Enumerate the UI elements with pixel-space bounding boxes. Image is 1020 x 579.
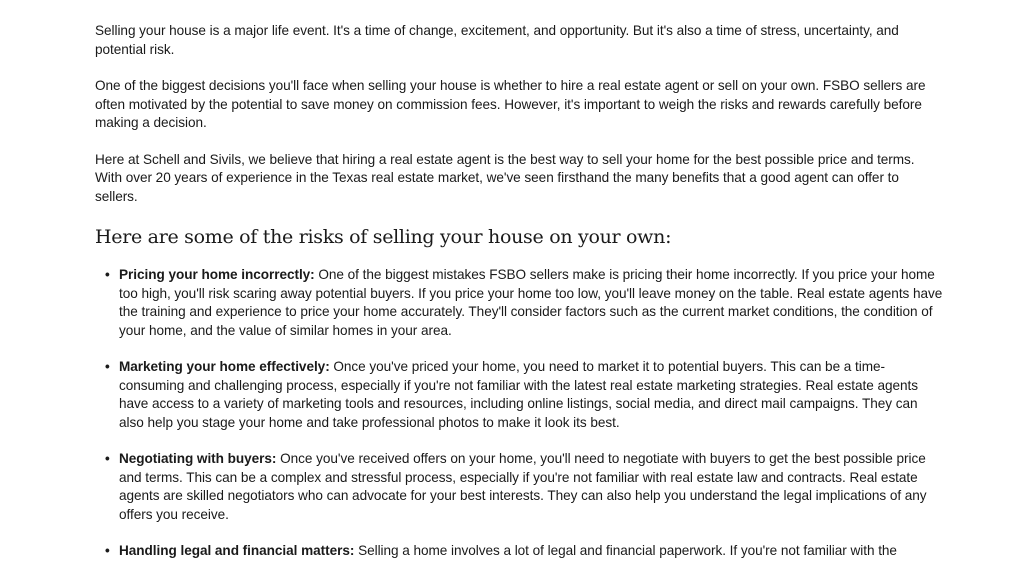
bullet-icon: • — [105, 359, 110, 374]
bullet-icon: • — [105, 543, 110, 558]
risk-title: Pricing your home incorrectly: — [119, 267, 315, 282]
company-paragraph: Here at Schell and Sivils, we believe that hiring a real estate agent is the best way to sell your home for the best possible price and terms. With over 20 years of experience in the Texas real estate market, we've seen firsthand the many benefits that a good agent can offer to sellers. — [95, 151, 915, 204]
risk-text: Selling a home involves a lot of legal and financial paperwork. If you're not familiar with the — [354, 543, 897, 558]
decision-paragraph: One of the biggest decisions you'll face when selling your house is whether to hire a real estate agent or sell on your own. FSBO sellers are often motivated by the potential to save money on commission fees. However, it's important to weigh the risks and rewards carefully before making a decision. — [95, 78, 926, 130]
list-item — [95, 542, 945, 561]
risk-text: Once you've priced your home, you need to market it to potential buyers. This can be a time-consuming and challenging process, especially if you're not familiar with the latest real estate marketing strategies. Real estate agents have access to a variety of marketing tools and resources, including online listings, social media, and direct mail campaigns. They can also help you stage your home and take professional photos to make it look its best. — [119, 359, 918, 430]
bullet-icon: • — [105, 451, 110, 466]
intro-paragraph: Selling your house is a major life event. It's a time of change, excitement, and opportunity. But it's also a time of stress, uncertainty, and potential risk. — [95, 23, 899, 57]
risk-title: Negotiating with buyers: — [119, 451, 277, 466]
bullet-icon: • — [105, 267, 110, 282]
risk-title: Handling legal and financial matters: — [119, 543, 355, 558]
list-item — [95, 266, 945, 340]
risk-text: One of the biggest mistakes FSBO sellers make is pricing their home incorrectly. If you price your home too high, you'll risk scaring away potential buyers. If you price your home too low, you'll leave money on the table. Real estate agents have the training and experience to price your home accurately. They'll consider factors such as the current market conditions, the condition of your home, and the value of similar homes in your area. — [119, 267, 943, 338]
risks-list — [95, 266, 945, 561]
risk-title: Marketing your home effectively: — [119, 359, 330, 374]
list-item — [95, 450, 945, 524]
section-heading: Here are some of the risks of selling your house on your own: — [95, 226, 672, 248]
article-body — [95, 22, 945, 579]
list-item — [95, 358, 945, 432]
risk-text: Once you've received offers on your home, you'll need to negotiate with buyers to get the best possible price and terms. This can be a complex and stressful process, especially if you're not familiar with real estate law and contracts. Real estate agents are skilled negotiators who can advocate for your best interests. They can also help you understand the legal implications of any offers you receive. — [119, 451, 927, 522]
